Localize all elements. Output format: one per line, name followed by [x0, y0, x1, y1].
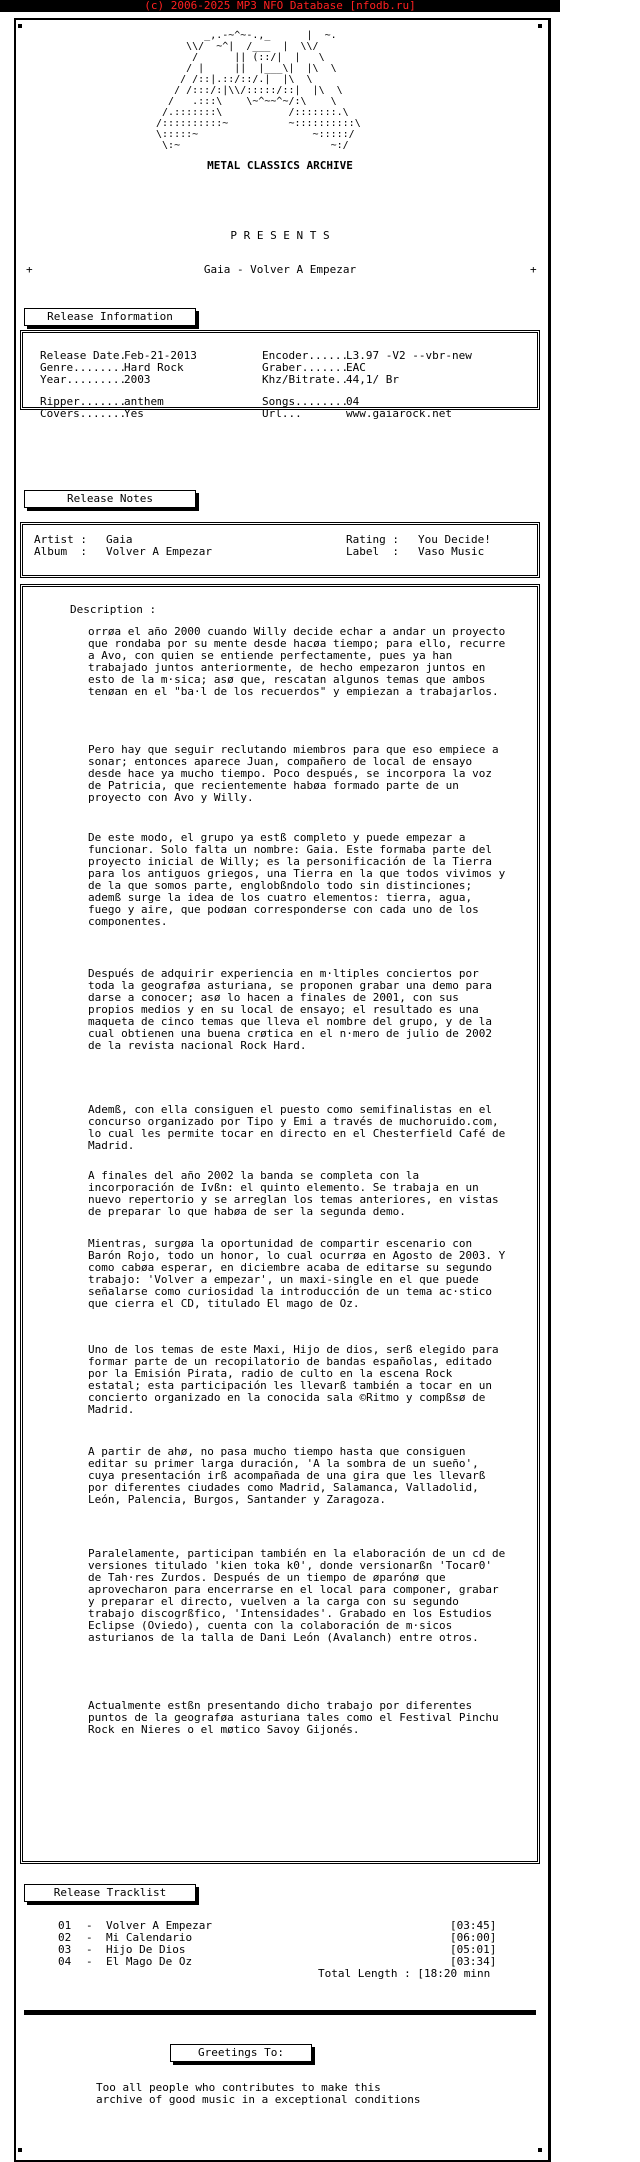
- info-value: 2003: [124, 373, 151, 386]
- info-value: Feb-21-2013: [124, 349, 197, 362]
- info-label: Url...: [262, 407, 302, 420]
- release-notes-tab: Release Notes: [24, 490, 196, 508]
- label-label: Label :: [346, 545, 399, 558]
- track-title: Mi Calendario: [106, 1931, 193, 1944]
- track-separator: -: [86, 1919, 93, 1932]
- top-banner: [0, 0, 560, 12]
- divider: [24, 2010, 536, 2015]
- description-paragraph: Después de adquirir experiencia en m·ltiples conciertos por toda la geograføa asturiana, se proponen grabar una demo para darse a conocer; asø lo hacen a finales de 2001, con sus propios medios y en su local de ensayo; el resultado es una maqueta de cinco temas que lleva el nombre del grupo, y de la cual obtienen una buena crøtica en el n·mero de julio de 2002 de la revista nacional Rock Hard.: [88, 967, 499, 1052]
- corner-dot-icon: [538, 2148, 542, 2152]
- description-paragraph: orrøa el año 2000 cuando Willy decide echar a andar un proyecto que rondaba por su mente desde hacøa tiempo; para ello, recurre a Avo, con quien se entiende perfectamente, pues ya han trabajado juntos anteriormente, de hecho empezaron juntos en esto de la m·sica; asø que, rescatan algunos temas que ambos tenøan en el "ba·l de los recuerdos" y empiezan a trabajarlos.: [88, 625, 512, 698]
- description-paragraph: Paralelamente, participan también en la elaboración de un cd de versiones titulado 'kien toka k0', donde versionarßn 'Tocar0' de Tah·res Zurdos. Después de un tiempo de øparónø que aprovecharon para encerrarse en el local para componer, grabar y preparar el directo, vuelven a la carga con su segundo trabajo discogrßfico, 'Intensidades'. Grabado en los Estudios Eclipse (Oviedo), cuenta con la colaboración de m·sicos asturianos de la talla de Dani León (Avalanch) entre otros.: [88, 1547, 512, 1644]
- track-time: [03:45]: [450, 1919, 497, 1932]
- info-value: 44,1/ Br: [346, 373, 399, 386]
- description-paragraph: Mientras, surgøa la oportunidad de compartir escenario con Barón Rojo, todo un honor, lo cual ocurrøa en Agosto de 2003. Y como cabøa esperar, en diciembre acaba de editarse su segundo trabajo: 'Volver a empezar', un maxi-single en el que puede señalarse como curiosidad la introducción de un tema ac·stico que cierra el CD, titulado El mago de Oz.: [88, 1237, 512, 1310]
- corner-dot-icon: [18, 2148, 22, 2152]
- rating-label: Rating :: [346, 533, 399, 546]
- greetings-tab: Greetings To:: [170, 2044, 312, 2062]
- info-label: Genre........: [40, 361, 127, 374]
- total-length: Total Length : [18:20 minn: [318, 1967, 491, 1980]
- presents-text: P R E S E N T S: [230, 229, 330, 242]
- ascii-logo: _,.-~^~-.,_ | ~. \\/ ~^| /___ | \\/ / || (::/| | \ / | || |___\| |\ \ / /::|.::/::/.| |\ \ / /:::/:|\\/:::::/::| |\ \ / .:::\ \~^~~^~/:\ \ /.:::::::\ /:::::::.\ /::::::::::~ ~::::::::::\ \:::::~ ~:::::/ \:~ ~:/: [156, 30, 361, 151]
- track-time: [06:00]: [450, 1931, 497, 1944]
- copyright-text: (c) 2006-2025 MP3 NFO Database [nfodb.ru]: [144, 0, 416, 12]
- info-value: www.gaiarock.net: [346, 407, 452, 420]
- info-label: Graber.......: [262, 361, 349, 374]
- tracklist-tab: Release Tracklist: [24, 1884, 196, 1902]
- track-separator: -: [86, 1943, 93, 1956]
- track-time: [03:34]: [450, 1955, 497, 1968]
- info-label: Songs........: [262, 395, 349, 408]
- info-value: EAC: [346, 361, 366, 374]
- track-number: 01: [58, 1919, 72, 1932]
- rating-value: You Decide!: [418, 533, 491, 546]
- greetings-text: Too all people who contributes to make this archive of good music in a exceptional conditions: [96, 2081, 421, 2106]
- track-title: Hijo De Dios: [106, 1943, 186, 1956]
- info-value: Hard Rock: [124, 361, 184, 374]
- album-value: Volver A Empezar: [106, 545, 212, 558]
- description-paragraph: Pero hay que seguir reclutando miembros para que eso empiece a sonar; entonces aparece Juan, compañero de local de ensayo desde hace ya mucho tiempo. Poco después, se incorpora la voz de Patricia, que recientemente habøa formado parte de un proyecto con Avo y Willy.: [88, 743, 506, 804]
- description-paragraph: A finales del año 2002 la banda se completa con la incorporación de Ivßn: el quinto elemento. Se trabaja en un nuevo repertorio y se arreglan los temas anteriores, en vistas de preparar lo que habøa de ser la segunda demo.: [88, 1169, 506, 1218]
- plus-left-icon: +: [26, 263, 33, 276]
- release-title: Gaia - Volver A Empezar: [203, 263, 357, 276]
- track-separator: -: [86, 1955, 93, 1968]
- info-label: Covers.......: [40, 407, 127, 420]
- info-label: Ripper.......: [40, 395, 127, 408]
- artist-label: Artist :: [34, 533, 87, 546]
- description-paragraph: A partir de ahø, no pasa mucho tiempo hasta que consiguen editar su primer larga duración, 'A la sombra de un sueño', cuya presentación irß acompañada de una gira que les llevarß por diferentes ciudades como Madrid, Salamanca, Valladolid, León, Palencia, Burgos, Santander y Zaragoza.: [88, 1445, 492, 1506]
- artist-value: Gaia: [106, 533, 133, 546]
- track-number: 04: [58, 1955, 72, 1968]
- info-label: Year.........: [40, 373, 127, 386]
- corner-dot-icon: [538, 24, 542, 28]
- track-title: Volver A Empezar: [106, 1919, 212, 1932]
- release-info-tab: Release Information: [24, 308, 196, 326]
- info-value: anthem: [124, 395, 164, 408]
- description-paragraph: De este modo, el grupo ya estß completo y puede empezar a funcionar. Solo falta un nombre: Gaia. Este formaba parte del proyecto inicial de Willy; es la personificación de la Tierra para los antiguos griegos, una Tierra en la que todos vivimos y de la que somos parte, englobßndolo todo sin distinciones; ademß surge la idea de los cuatro elementos: tierra, agua, fuego y aire, que podøan corresponderse con cada uno de los componentes.: [88, 831, 512, 928]
- logo-title: METAL CLASSICS ARCHIVE: [207, 159, 353, 172]
- album-label: Album :: [34, 545, 87, 558]
- info-value: Yes: [124, 407, 144, 420]
- track-separator: -: [86, 1931, 93, 1944]
- info-label: Encoder......: [262, 349, 349, 362]
- track-time: [05:01]: [450, 1943, 497, 1956]
- plus-right-icon: +: [530, 263, 537, 276]
- info-label: Release Date.: [40, 349, 127, 362]
- description-paragraph: Ademß, con ella consiguen el puesto como semifinalistas en el concurso organizado por Tipo y Emi a través de muchoruido.com, lo cual les permite tocar en directo en el Chesterfield Café de Madrid.: [88, 1103, 512, 1152]
- description-paragraph: Uno de los temas de este Maxi, Hijo de dios, serß elegido para formar parte de un recopilatorio de bandas españolas, editado por la Emisión Pirata, radio de culto en la escena Rock estatal; esta participación les llevarß también a tocar en un concierto organizado en la conocida sala ©Ritmo y compßsø de Madrid.: [88, 1343, 506, 1416]
- description-paragraph: Actualmente estßn presentando dicho trabajo por diferentes puntos de la geograføa asturiana tales como el Festival Pinchu Rock en Nieres o el møtico Savoy Gijonés.: [88, 1699, 506, 1736]
- info-value: 04: [346, 395, 360, 408]
- info-label: Khz/Bitrate..: [262, 373, 349, 386]
- track-number: 03: [58, 1943, 72, 1956]
- track-number: 02: [58, 1931, 72, 1944]
- corner-dot-icon: [18, 24, 22, 28]
- track-title: El Mago De Oz: [106, 1955, 193, 1968]
- label-value: Vaso Music: [418, 545, 485, 558]
- description-heading: Description :: [70, 603, 157, 616]
- info-value: L3.97 -V2 --vbr-new: [346, 349, 472, 362]
